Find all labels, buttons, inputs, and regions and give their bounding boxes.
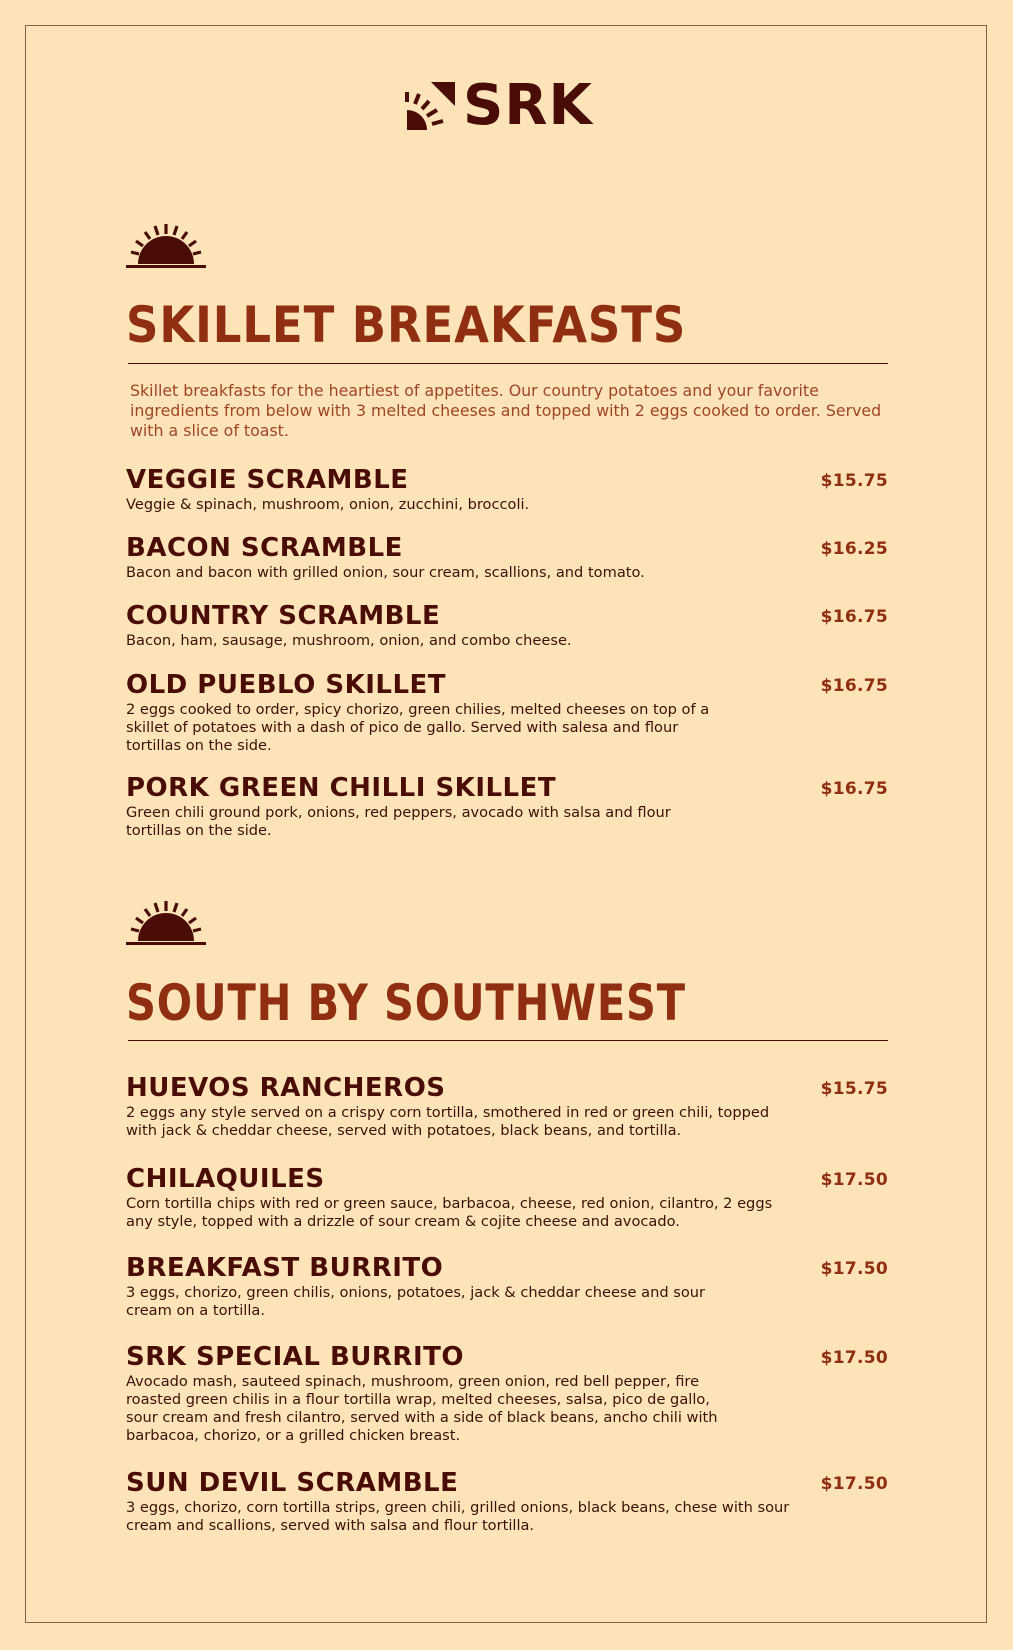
- item-name: SUN DEVIL SCRAMBLE: [126, 1468, 459, 1498]
- rising-sun-icon: [126, 901, 206, 945]
- menu-item: [126, 465, 888, 514]
- item-name: CHILAQUILES: [126, 1164, 325, 1194]
- item-description: 3 eggs, chorizo, corn tortilla strips, green chili, grilled onions, black beans, chese with sour cream and scallions, served with salsa and flour tortilla.: [126, 1499, 790, 1534]
- item-name: OLD PUEBLO SKILLET: [126, 670, 447, 700]
- item-description: Bacon, ham, sausage, mushroom, onion, and combo cheese.: [126, 632, 572, 649]
- sun-corner-icon: [405, 80, 457, 132]
- item-name: BACON SCRAMBLE: [126, 533, 403, 563]
- item-name: BREAKFAST BURRITO: [126, 1253, 444, 1283]
- section-divider: [128, 1040, 888, 1041]
- item-price: $17.50: [820, 1170, 888, 1190]
- item-price: $16.75: [820, 676, 888, 696]
- item-description: 2 eggs cooked to order, spicy chorizo, green chilies, melted cheeses on top of a skillet of potatoes with a dash of pico de gallo. Served with salesa and flour tortillas on the side.: [126, 701, 710, 754]
- section-title-skillet: SKILLET BREAKFASTS: [126, 296, 687, 354]
- item-description: Green chili ground pork, onions, red peppers, avocado with salsa and flour tortillas on the side.: [126, 804, 671, 839]
- menu-item: [126, 533, 888, 582]
- menu-item: [126, 601, 888, 650]
- item-price: $17.50: [820, 1348, 888, 1368]
- item-description: Bacon and bacon with grilled onion, sour cream, scallions, and tomato.: [126, 564, 645, 581]
- rising-sun-icon: [126, 224, 206, 268]
- brand-name: SRK: [463, 73, 593, 138]
- item-description: Corn tortilla chips with red or green sauce, barbacoa, cheese, red onion, cilantro, 2 eggs any style, topped with a drizzle of sour cream & cojite cheese and avocado.: [126, 1195, 773, 1230]
- item-name: SRK SPECIAL BURRITO: [126, 1342, 464, 1372]
- brand-logo: [405, 73, 593, 138]
- section-divider: [128, 363, 888, 364]
- item-price: $16.75: [820, 779, 888, 799]
- item-price: $15.75: [820, 1079, 888, 1099]
- menu-item: [126, 670, 888, 755]
- section-title-southwest: SOUTH BY SOUTHWEST: [126, 974, 686, 1032]
- item-price: $17.50: [820, 1259, 888, 1279]
- item-description: Veggie & spinach, mushroom, onion, zucchini, broccoli.: [126, 496, 530, 513]
- item-description: 2 eggs any style served on a crispy corn tortilla, smothered in red or green chili, topped with jack & cheddar cheese, served with potatoes, black beans, and tortilla.: [126, 1104, 770, 1139]
- menu-item: [126, 1468, 888, 1535]
- item-price: $15.75: [820, 471, 888, 491]
- item-name: HUEVOS RANCHEROS: [126, 1073, 446, 1103]
- item-price: $16.25: [820, 539, 888, 559]
- item-name: VEGGIE SCRAMBLE: [126, 465, 409, 495]
- item-price: $16.75: [820, 607, 888, 627]
- menu-item: [126, 1073, 888, 1140]
- item-price: $17.50: [820, 1474, 888, 1494]
- item-description: Avocado mash, sauteed spinach, mushroom, green onion, red bell pepper, fire roasted green chilis in a flour tortilla wrap, melted cheeses, salsa, pico de gallo, sour cream and fresh cilantro, served with a side of black beans, ancho chili with barbacoa, chorizo, or a grilled chicken breast.: [126, 1373, 718, 1444]
- menu-item: [126, 773, 888, 840]
- section-intro: Skillet breakfasts for the heartiest of appetites. Our country potatoes and your favorite ingredients from below with 3 melted cheeses and topped with 2 eggs cooked to order. Served with a slice of toast.: [130, 381, 882, 440]
- menu-item: [126, 1342, 888, 1445]
- menu-item: [126, 1164, 888, 1231]
- item-name: PORK GREEN CHILLI SKILLET: [126, 773, 557, 803]
- item-description: 3 eggs, chorizo, green chilis, onions, potatoes, jack & cheddar cheese and sour cream on a tortilla.: [126, 1284, 706, 1319]
- menu-item: [126, 1253, 888, 1320]
- item-name: COUNTRY SCRAMBLE: [126, 601, 441, 631]
